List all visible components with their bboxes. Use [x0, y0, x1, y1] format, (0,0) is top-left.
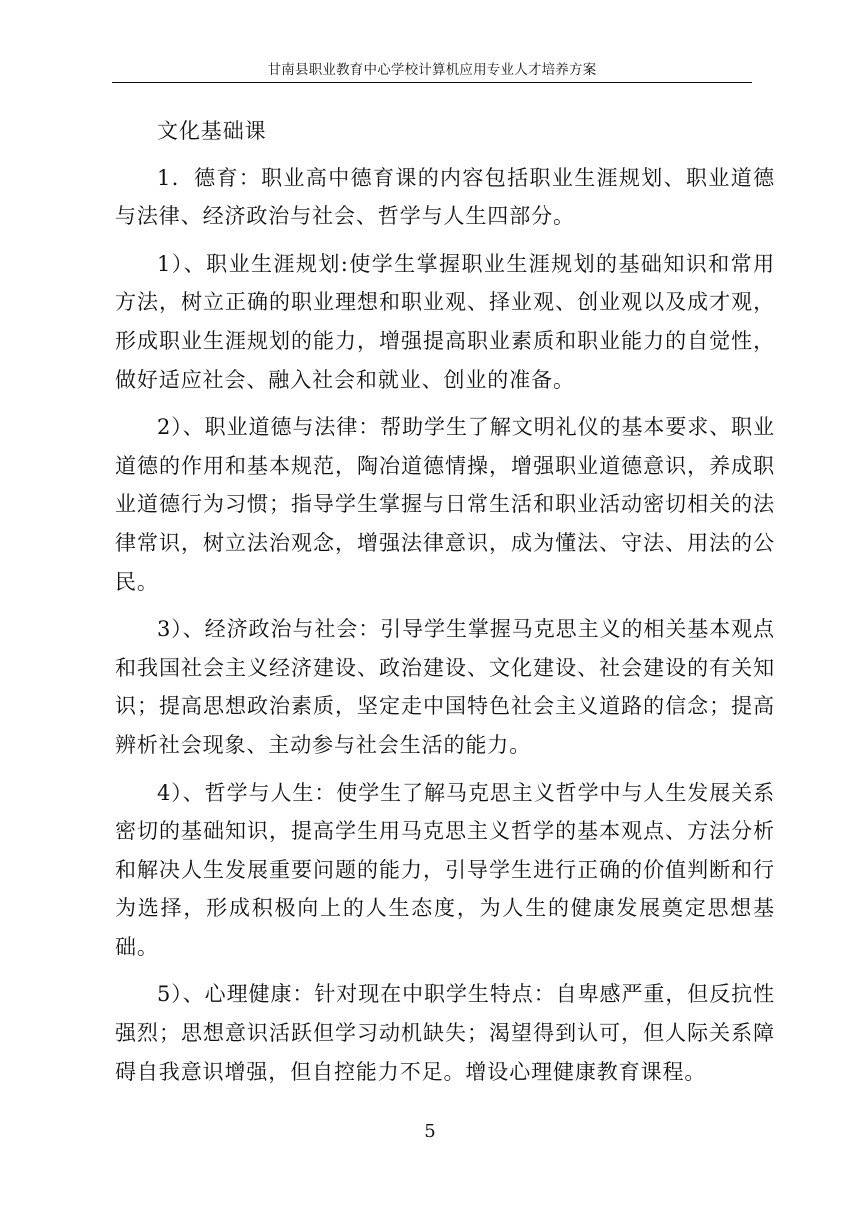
section-title: 文化基础课: [157, 119, 267, 143]
paragraph-moral-education: 1．德育：职业高中德育课的内容包括职业生涯规划、职业道德与法律、经济政治与社会、哲学与人生四部分。: [115, 165, 775, 229]
paragraph-mental-health: 5）、心理健康：针对现在中职学生特点：自卑感严重，但反抗性强烈；思想意识活跃但学习动机缺失；渴望得到认可，但人际关系障碍自我意识增强，但自控能力不足。增设心理健康教育课程。: [115, 982, 775, 1084]
paragraph-economics-politics-society: 3）、经济政治与社会：引导学生掌握马克思主义的相关基本观点和我国社会主义经济建设、政治建设、文化建设、社会建设的有关知识；提高思想政治素质，坚定走中国特色社会主义道路的信念；提高辨析社会现象、主动参与社会生活的能力。: [115, 617, 775, 757]
paragraph-career-planning: 1）、职业生涯规划:使学生掌握职业生涯规划的基础知识和常用方法，树立正确的职业理想和职业观、择业观、创业观以及成才观，形成职业生涯规划的能力，增强提高职业素质和职业能力的自觉性，做好适应社会、融入社会和就业、创业的准备。: [115, 251, 775, 392]
document-body: [115, 112, 775, 1100]
running-header: 甘南县职业教育中心学校计算机应用专业人才培养方案: [267, 62, 597, 78]
page-number: 5: [424, 1121, 436, 1142]
header-rule: [112, 82, 752, 83]
paragraph-philosophy-life: 4）、哲学与人生：使学生了解马克思主义哲学中与人生发展关系密切的基础知识，提高学生用马克思主义哲学的基本观点、方法分析和解决人生发展重要问题的能力，引导学生进行正确的价值判断和行为选择，形成积极向上的人生态度，为人生的健康发展奠定思想基础。: [115, 780, 775, 959]
paragraph-ethics-law: 2）、职业道德与法律：帮助学生了解文明礼仪的基本要求、职业道德的作用和基本规范，陶冶道德情操，增强职业道德意识，养成职业道德行为习惯；指导学生掌握与日常生活和职业活动密切相关的法律常识，树立法治观念，增强法律意识，成为懂法、守法、用法的公民。: [115, 415, 775, 594]
